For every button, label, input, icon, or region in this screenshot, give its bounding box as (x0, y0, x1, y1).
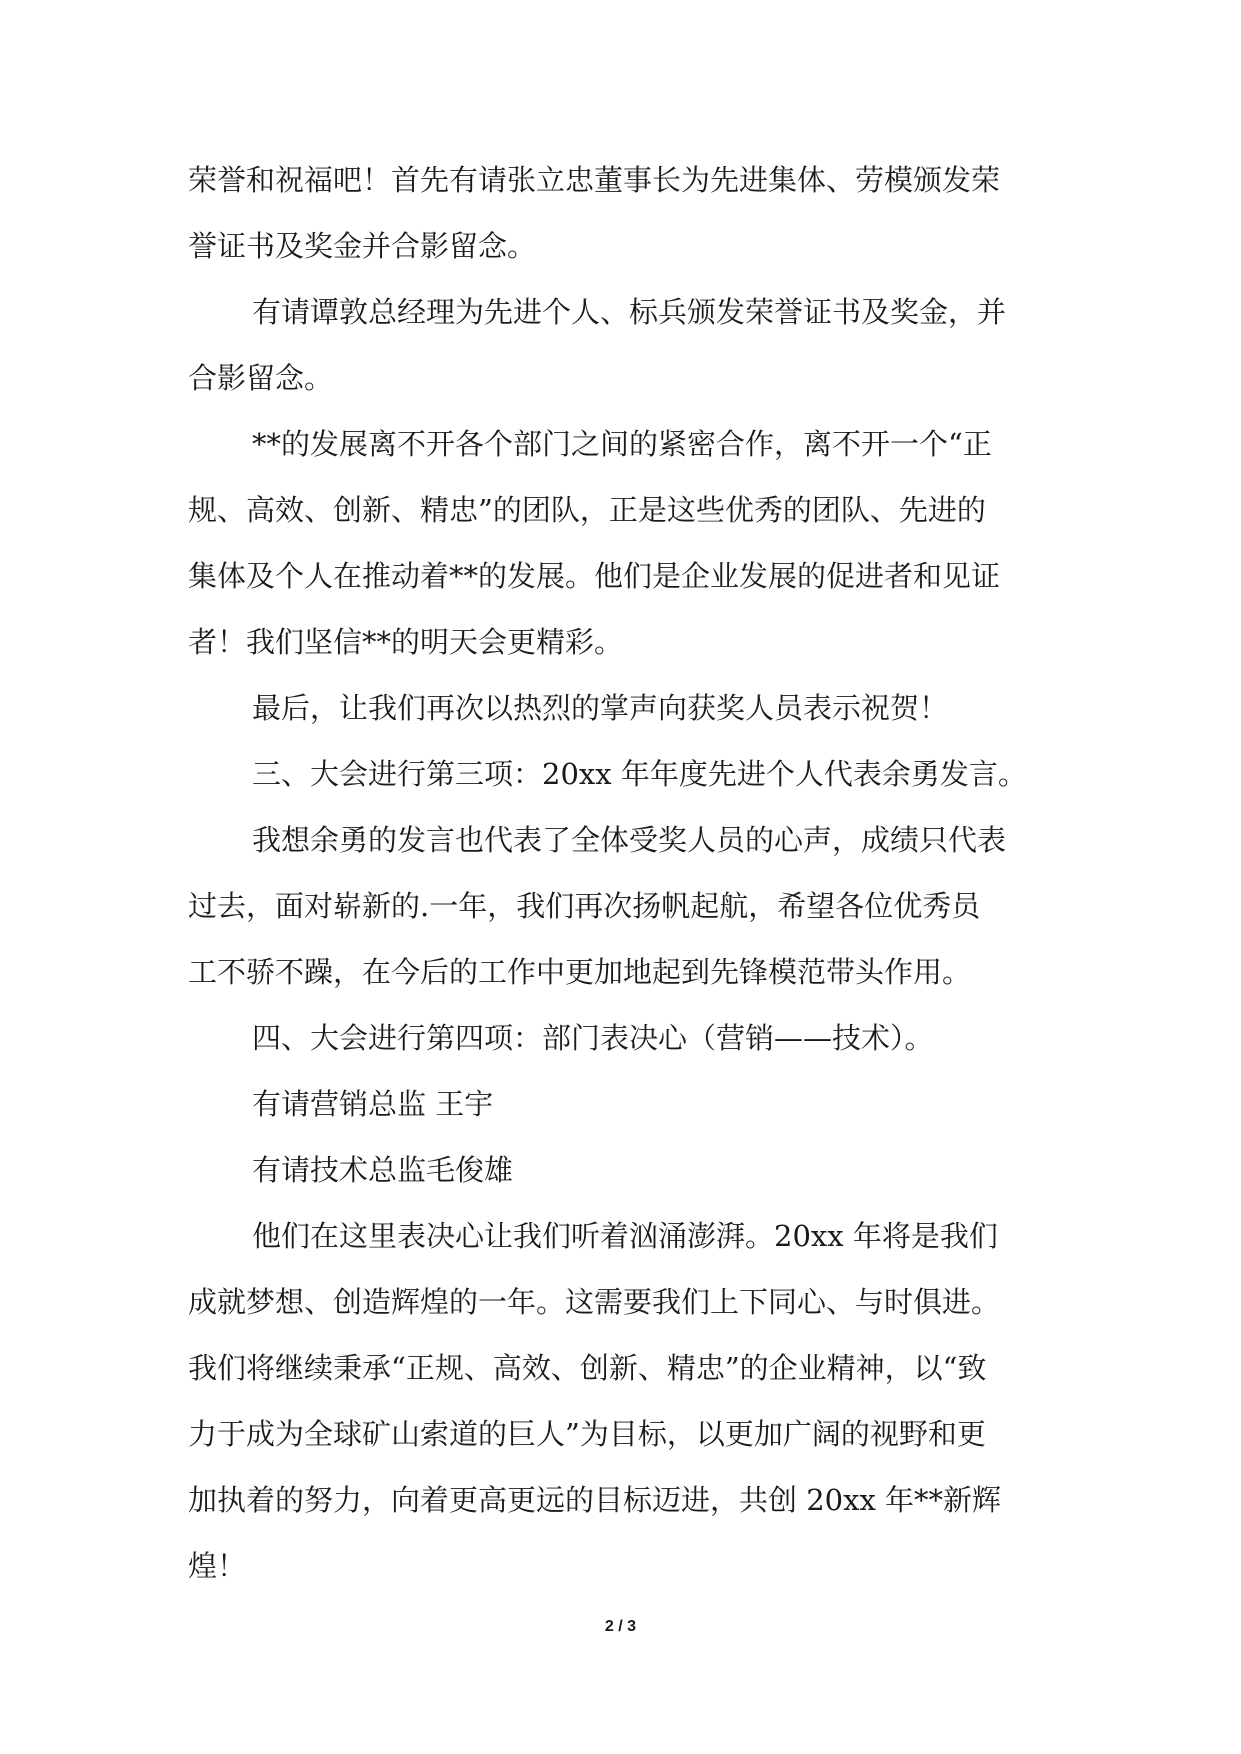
text-line: 四、大会进行第四项：部门表决心（营销——技术）。 (252, 1021, 934, 1055)
text-line: 有请技术总监毛俊雄 (252, 1153, 514, 1187)
text-line: 有请谭敦总经理为先进个人、标兵颁发荣誉证书及奖金，并 (252, 295, 1007, 329)
text-line: 誉证书及奖金并合影留念。 (188, 229, 537, 263)
text-line: 煌！ (188, 1549, 247, 1583)
text-line: 最后，让我们再次以热烈的掌声向获奖人员表示祝贺！ (252, 691, 949, 725)
text-line: **的发展离不开各个部门之间的紧密合作，离不开一个“正 (252, 427, 992, 461)
text-line: 力于成为全球矿山索道的巨人”为目标，以更加广阔的视野和更 (188, 1417, 986, 1451)
text-line: 我们将继续秉承“正规、高效、创新、精忠”的企业精神，以“致 (188, 1351, 987, 1385)
text-line: 规、高效、创新、精忠”的团队，正是这些优秀的团队、先进的 (188, 493, 986, 527)
text-line: 加执着的努力，向着更高更远的目标迈进，共创 20xx 年**新辉 (188, 1483, 1002, 1517)
text-line: 集体及个人在推动着**的发展。他们是企业发展的促进者和见证 (188, 559, 1001, 593)
page-number: 2 / 3 (604, 1618, 637, 1635)
text-line: 他们在这里表决心让我们听着汹涌澎湃。20xx 年将是我们 (252, 1219, 998, 1253)
text-line: 工不骄不躁，在今后的工作中更加地起到先锋模范带头作用。 (188, 955, 972, 989)
text-line: 有请营销总监 王宇 (252, 1087, 494, 1121)
text-line: 荣誉和祝福吧！首先有请张立忠董事长为先进集体、劳模颁发荣 (188, 163, 1001, 197)
text-line: 三、大会进行第三项：20xx 年年度先进个人代表余勇发言。 (252, 757, 1027, 791)
text-line: 过去，面对崭新的.一年，我们再次扬帆起航，希望各位优秀员 (188, 889, 981, 923)
text-line: 合影留念。 (188, 361, 334, 395)
text-line: 成就梦想、创造辉煌的一年。这需要我们上下同心、与时俱进。 (188, 1285, 1001, 1319)
text-line: 我想余勇的发言也代表了全体受奖人员的心声，成绩只代表 (252, 823, 1007, 857)
text-line: 者！我们坚信**的明天会更精彩。 (188, 625, 624, 659)
